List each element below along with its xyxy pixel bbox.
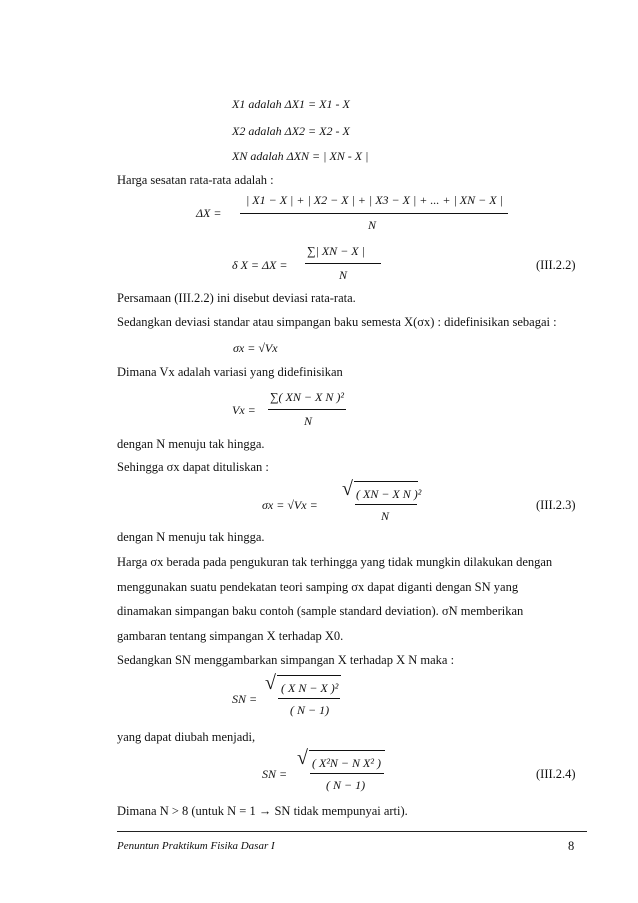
eq-delta-fraction-bar	[240, 213, 508, 214]
eq-223-lhs: σx = √Vx =	[262, 498, 318, 512]
eq-224-lhs: SN =	[262, 767, 288, 781]
eq-sn-sqrt-sign: √	[265, 672, 276, 694]
eq-223-fraction-bar	[355, 504, 417, 505]
line-x1: X1 adalah ΔX1 = X1 - X	[232, 97, 350, 111]
eq-sigma: σx = √Vx	[233, 341, 278, 355]
sedangkan-std-text: Sedangkan deviasi standar atau simpangan baku semesta X(σx) : didefinisikan sebagai :	[117, 315, 557, 329]
dimana-n-text: Dimana N > 8 (untuk N = 1 → SN tidak mempunyai arti).	[117, 804, 408, 818]
footer-rule	[117, 831, 587, 832]
eq-223-denominator: N	[381, 509, 390, 523]
eq-224-sqrt-bar	[309, 750, 385, 751]
eq-223-sqrt-sign: √	[342, 478, 353, 500]
eq-223-numerator: ( XN − X N )²	[356, 487, 422, 501]
eq-sn-sqrt-bar	[277, 675, 341, 676]
yang-dapat-text: yang dapat diubah menjadi,	[117, 730, 256, 744]
sedangkan-sn-text: Sedangkan SN menggambarkan simpangan X terhadap X N maka :	[117, 653, 455, 667]
para-line-2: menggunakan suatu pendekatan teori samping σx dapat diganti dengan SN yang	[117, 580, 519, 594]
eq-delta-lhs: ΔX =	[196, 206, 222, 220]
eq-vx-numerator: ∑( XN − X N )²	[270, 390, 344, 404]
eq-223-sqrt-bar	[354, 481, 418, 482]
dengan-n-text-1: dengan N menuju tak hingga.	[117, 437, 265, 451]
eq-224-fraction-bar	[310, 773, 384, 774]
eq-vx-lhs: Vx =	[232, 403, 256, 417]
eq-224-denominator: ( N − 1)	[326, 778, 366, 792]
dengan-n-text-2: dengan N menuju tak hingga.	[117, 530, 265, 544]
harga-sesatan-text: Harga sesatan rata-rata adalah :	[117, 173, 274, 187]
line-x2: X2 adalah ΔX2 = X2 - X	[232, 124, 350, 138]
eq-sn-fraction-bar	[278, 698, 340, 699]
eq-222-numerator: ∑| XN − X |	[307, 244, 365, 258]
eq-222-lhs: δ X = ΔX =	[232, 258, 288, 272]
dimana-vx-text: Dimana Vx adalah variasi yang didefinisikan	[117, 365, 343, 379]
eq-222-denominator: N	[339, 268, 348, 282]
eq-vx-denominator: N	[304, 414, 313, 428]
eq-delta-numerator: | X1 − X | + | X2 − X | + | X3 − X | + ... + | XN − X |	[246, 193, 503, 207]
eq-224-numerator: ( X²N − N X² )	[312, 756, 381, 770]
para-line-1: Harga σx berada pada pengukuran tak terhingga yang tidak mungkin dilakukan dengan	[117, 555, 553, 569]
eq-vx-fraction-bar	[268, 409, 346, 410]
eq-sn-denominator: ( N − 1)	[290, 703, 330, 717]
eq-sn-lhs: SN =	[232, 692, 258, 706]
para-line-3: dinamakan simpangan baku contoh (sample standard deviation). σN memberikan	[117, 604, 524, 618]
persamaan-text: Persamaan (III.2.2) ini disebut deviasi rata-rata.	[117, 291, 356, 305]
para-line-4: gambaran tentang simpangan X terhadap X0.	[117, 629, 344, 643]
eq-224-label: (III.2.4)	[536, 767, 576, 781]
line-xn: XN adalah ΔXN = | XN - X |	[232, 149, 369, 163]
footer-title: Penuntun Praktikum Fisika Dasar I	[117, 840, 275, 852]
eq-delta-denominator: N	[368, 218, 377, 232]
eq-222-label: (III.2.2)	[536, 258, 576, 272]
eq-223-label: (III.2.3)	[536, 498, 576, 512]
eq-sn-numerator: ( X N − X )²	[281, 681, 339, 695]
eq-222-fraction-bar	[305, 263, 381, 264]
page-number: 8	[568, 839, 575, 853]
eq-224-sqrt-sign: √	[297, 747, 308, 769]
sehingga-text: Sehingga σx dapat dituliskan :	[117, 460, 269, 474]
